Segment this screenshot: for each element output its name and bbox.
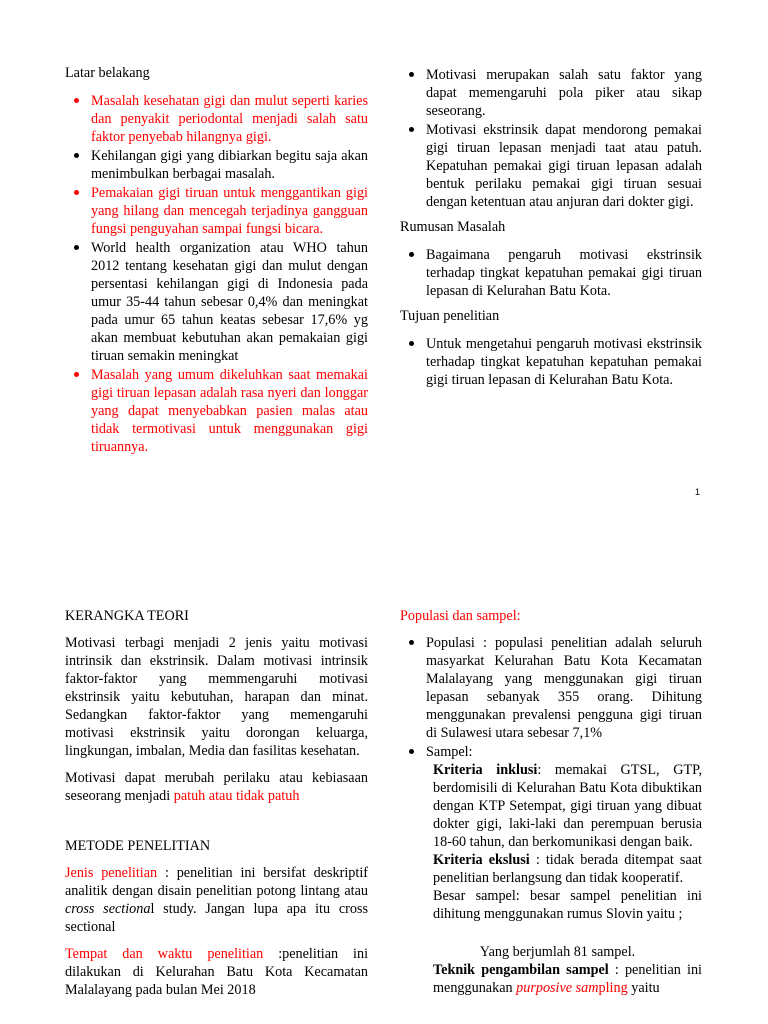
list-item: Kehilangan gigi yang dibiarkan begitu saja akan menimbulkan berbagai masalah. (65, 147, 368, 183)
list-item: Masalah kesehatan gigi dan mulut seperti karies dan penyakit periodontal menjadi salah satu faktor penyebab hilangnya gigi. (65, 92, 368, 146)
tempat-waktu-paragraph: Tempat dan waktu penelitian :penelitian ini dilakukan di Kelurahan Batu Kota Kecamatan Malalayang pada bulan Mei 2018 (65, 946, 369, 998)
left-column (65, 64, 368, 456)
list-item: Pemakaian gigi tiruan untuk menggantikan gigi yang hilang dan mencegah terjadinya gangguan fungsi penguyahan sampai fungsi bicara. (65, 184, 368, 238)
latar-belakang-list (65, 92, 368, 456)
kriteria-ekslusi: Kriteria ekslusi : tidak berada ditempat saat penelitian berlangsung dan tidak kooperatif. (433, 852, 702, 886)
page-2 (0, 585, 768, 1024)
list-item: Bagaimana pengaruh motivasi ekstrinsik terhadap tingkat kepatuhan pemakai gigi tiruan lepasan di Kelurahan Batu Kota. (400, 246, 702, 300)
list-item: Motivasi merupakan salah satu faktor yang dapat memengaruhi pola piker atau sikap seseorang. (400, 66, 702, 120)
list-item: Motivasi ekstrinsik dapat mendorong pemakai gigi tiruan lepasan menjadi taat atau patuh. Kepatuhan pemakai gigi tiruan lepasan adalah bentuk perilaku pemakai gigi tiruan sesuai dengan ketentuan atau anjuran dari dokter gigi. (400, 121, 702, 211)
metode-penelitian-heading: METODE PENELITIAN (65, 838, 211, 854)
kriteria-inklusi: Kriteria inklusi: memakai GTSL, GTP, berdomisili di Kelurahan Batu Kota dibuktikan dengan KTP Setempat, gigi tiruan yang dibuat dokter gigi, laki-laki dan perempuan berusia 18-60 tahun, dan berkomunikasi dengan baik. (433, 762, 703, 850)
kerangka-teori-paragraph: Motivasi dapat merubah perilaku atau kebiasaan seseorang menjadi patuh atau tidak patuh (65, 770, 368, 804)
populasi-sampel-list (400, 634, 702, 761)
rumusan-masalah-heading: Rumusan Masalah (400, 219, 506, 235)
page-number: 1 (695, 487, 701, 497)
list-item: Masalah yang umum dikeluhkan saat memakai gigi tiruan lepasan adalah rasa nyeri dan longgar yang dapat menyebabkan pasien malas atau tidak termotivasi untuk menggunakan gigi tiruannya. (65, 366, 368, 456)
list-item: World health organization atau WHO tahun 2012 tentang kesehatan gigi dan mulut dengan persentasi kehilangan gigi di Indonesia pada umur 35-44 tahun sebesar 0,4% dan meningkat pada umur 65 tahun keatas sebesar 17,6% yg akan membuat kebutuhan akan pemakaian gigi tiruan semakin meningkat (65, 239, 368, 365)
right-column (400, 66, 702, 389)
list-item: Sampel: (400, 743, 702, 761)
motivasi-list (400, 66, 702, 211)
sampel-details (400, 761, 702, 997)
list-item: Untuk mengetahui pengaruh motivasi ekstrinsik terhadap tingkat kepatuhan kepatuhan pemakai gigi tiruan lepasan di Kelurahan Batu Kota. (400, 335, 702, 389)
jumlah-sampel: Yang berjumlah 81 sampel. (479, 944, 636, 960)
right-column (400, 607, 702, 997)
kerangka-teori-paragraph: Motivasi terbagi menjadi 2 jenis yaitu motivasi intrinsik dan ekstrinsik. Dalam motivasi intrinsik faktor-faktor yang memmengaruhi motivasi ekstrinsik yaitu kebutuhan, harapan dan minat. Sedangkan faktor-faktor yang memengaruhi motivasi ekstrinsik yaitu dorongan keluarga, lingkungan, imbalan, Media dan fasilitas kesehatan. (65, 635, 368, 759)
teknik-pengambilan-sampel: Teknik pengambilan sampel : penelitian ini menggunakan purposive sampling yaitu (433, 962, 703, 996)
kerangka-teori-heading: KERANGKA TEORI (65, 608, 189, 624)
tujuan-penelitian-list (400, 335, 702, 389)
left-column (65, 607, 368, 999)
list-item: Populasi : populasi penelitian adalah seluruh masyarkat Kelurahan Batu Kota Kecamatan Malalayang yang menggunakan gigi tiruan lepasan sebanyak 355 orang. Dihitung menggunakan prevalensi pengguna gigi tiruan di Sulawesi utara sebesar 7,1% (400, 634, 702, 742)
populasi-sampel-heading: Populasi dan sampel: (400, 608, 521, 624)
jenis-penelitian-paragraph: Jenis penelitian : penelitian ini bersifat deskriptif analitik dengan disain penelitian potong lintang atau cross sectional study. Jangan lupa apa itu cross sectional (65, 865, 368, 935)
tujuan-penelitian-heading: Tujuan penelitian (400, 308, 500, 324)
rumusan-masalah-list (400, 246, 702, 300)
latar-belakang-heading: Latar belakang (65, 65, 150, 81)
besar-sampel: Besar sampel: besar sampel penelitian ini dihitung menggunakan rumus Slovin yaitu ; (433, 888, 702, 922)
